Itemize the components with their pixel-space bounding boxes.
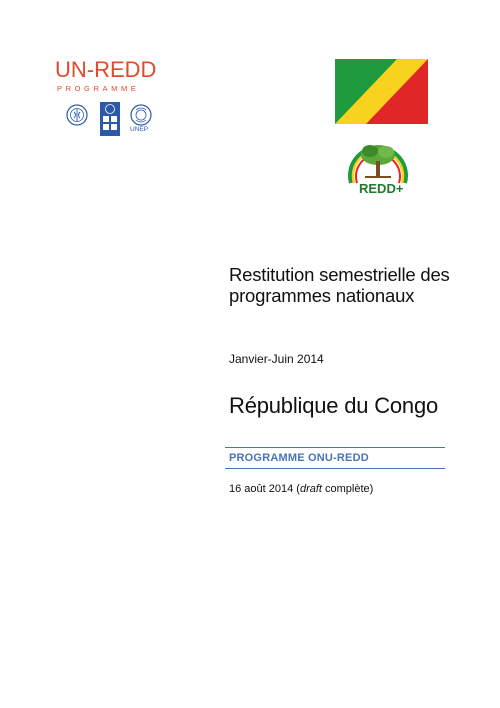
document-title: Restitution semestrielle des programmes nationaux xyxy=(229,264,450,306)
divider-top xyxy=(225,447,445,448)
unep-logo-icon xyxy=(130,104,152,133)
un-redd-wordmark: UN-REDD xyxy=(55,57,157,82)
unep-label: UNEP xyxy=(130,126,149,133)
divider-bottom xyxy=(225,468,445,469)
fao-logo-icon xyxy=(66,104,88,126)
programme-label: PROGRAMME ONU-REDD xyxy=(229,452,369,464)
un-redd-logo xyxy=(55,58,175,93)
redd-plus-label: REDD+ xyxy=(359,181,404,196)
date-suffix: complète) xyxy=(321,483,374,495)
date-draft: draft xyxy=(299,483,322,495)
programme-wordmark: PROGRAMME xyxy=(57,84,140,93)
congo-flag xyxy=(335,59,428,124)
date-prefix: 16 août 2014 ( xyxy=(229,483,300,495)
redd-plus-emblem xyxy=(345,131,411,201)
country-name: République du Congo xyxy=(229,393,439,418)
reporting-period: Janvier-Juin 2014 xyxy=(229,352,324,366)
document-date xyxy=(229,483,373,495)
undp-logo-icon xyxy=(99,101,121,137)
